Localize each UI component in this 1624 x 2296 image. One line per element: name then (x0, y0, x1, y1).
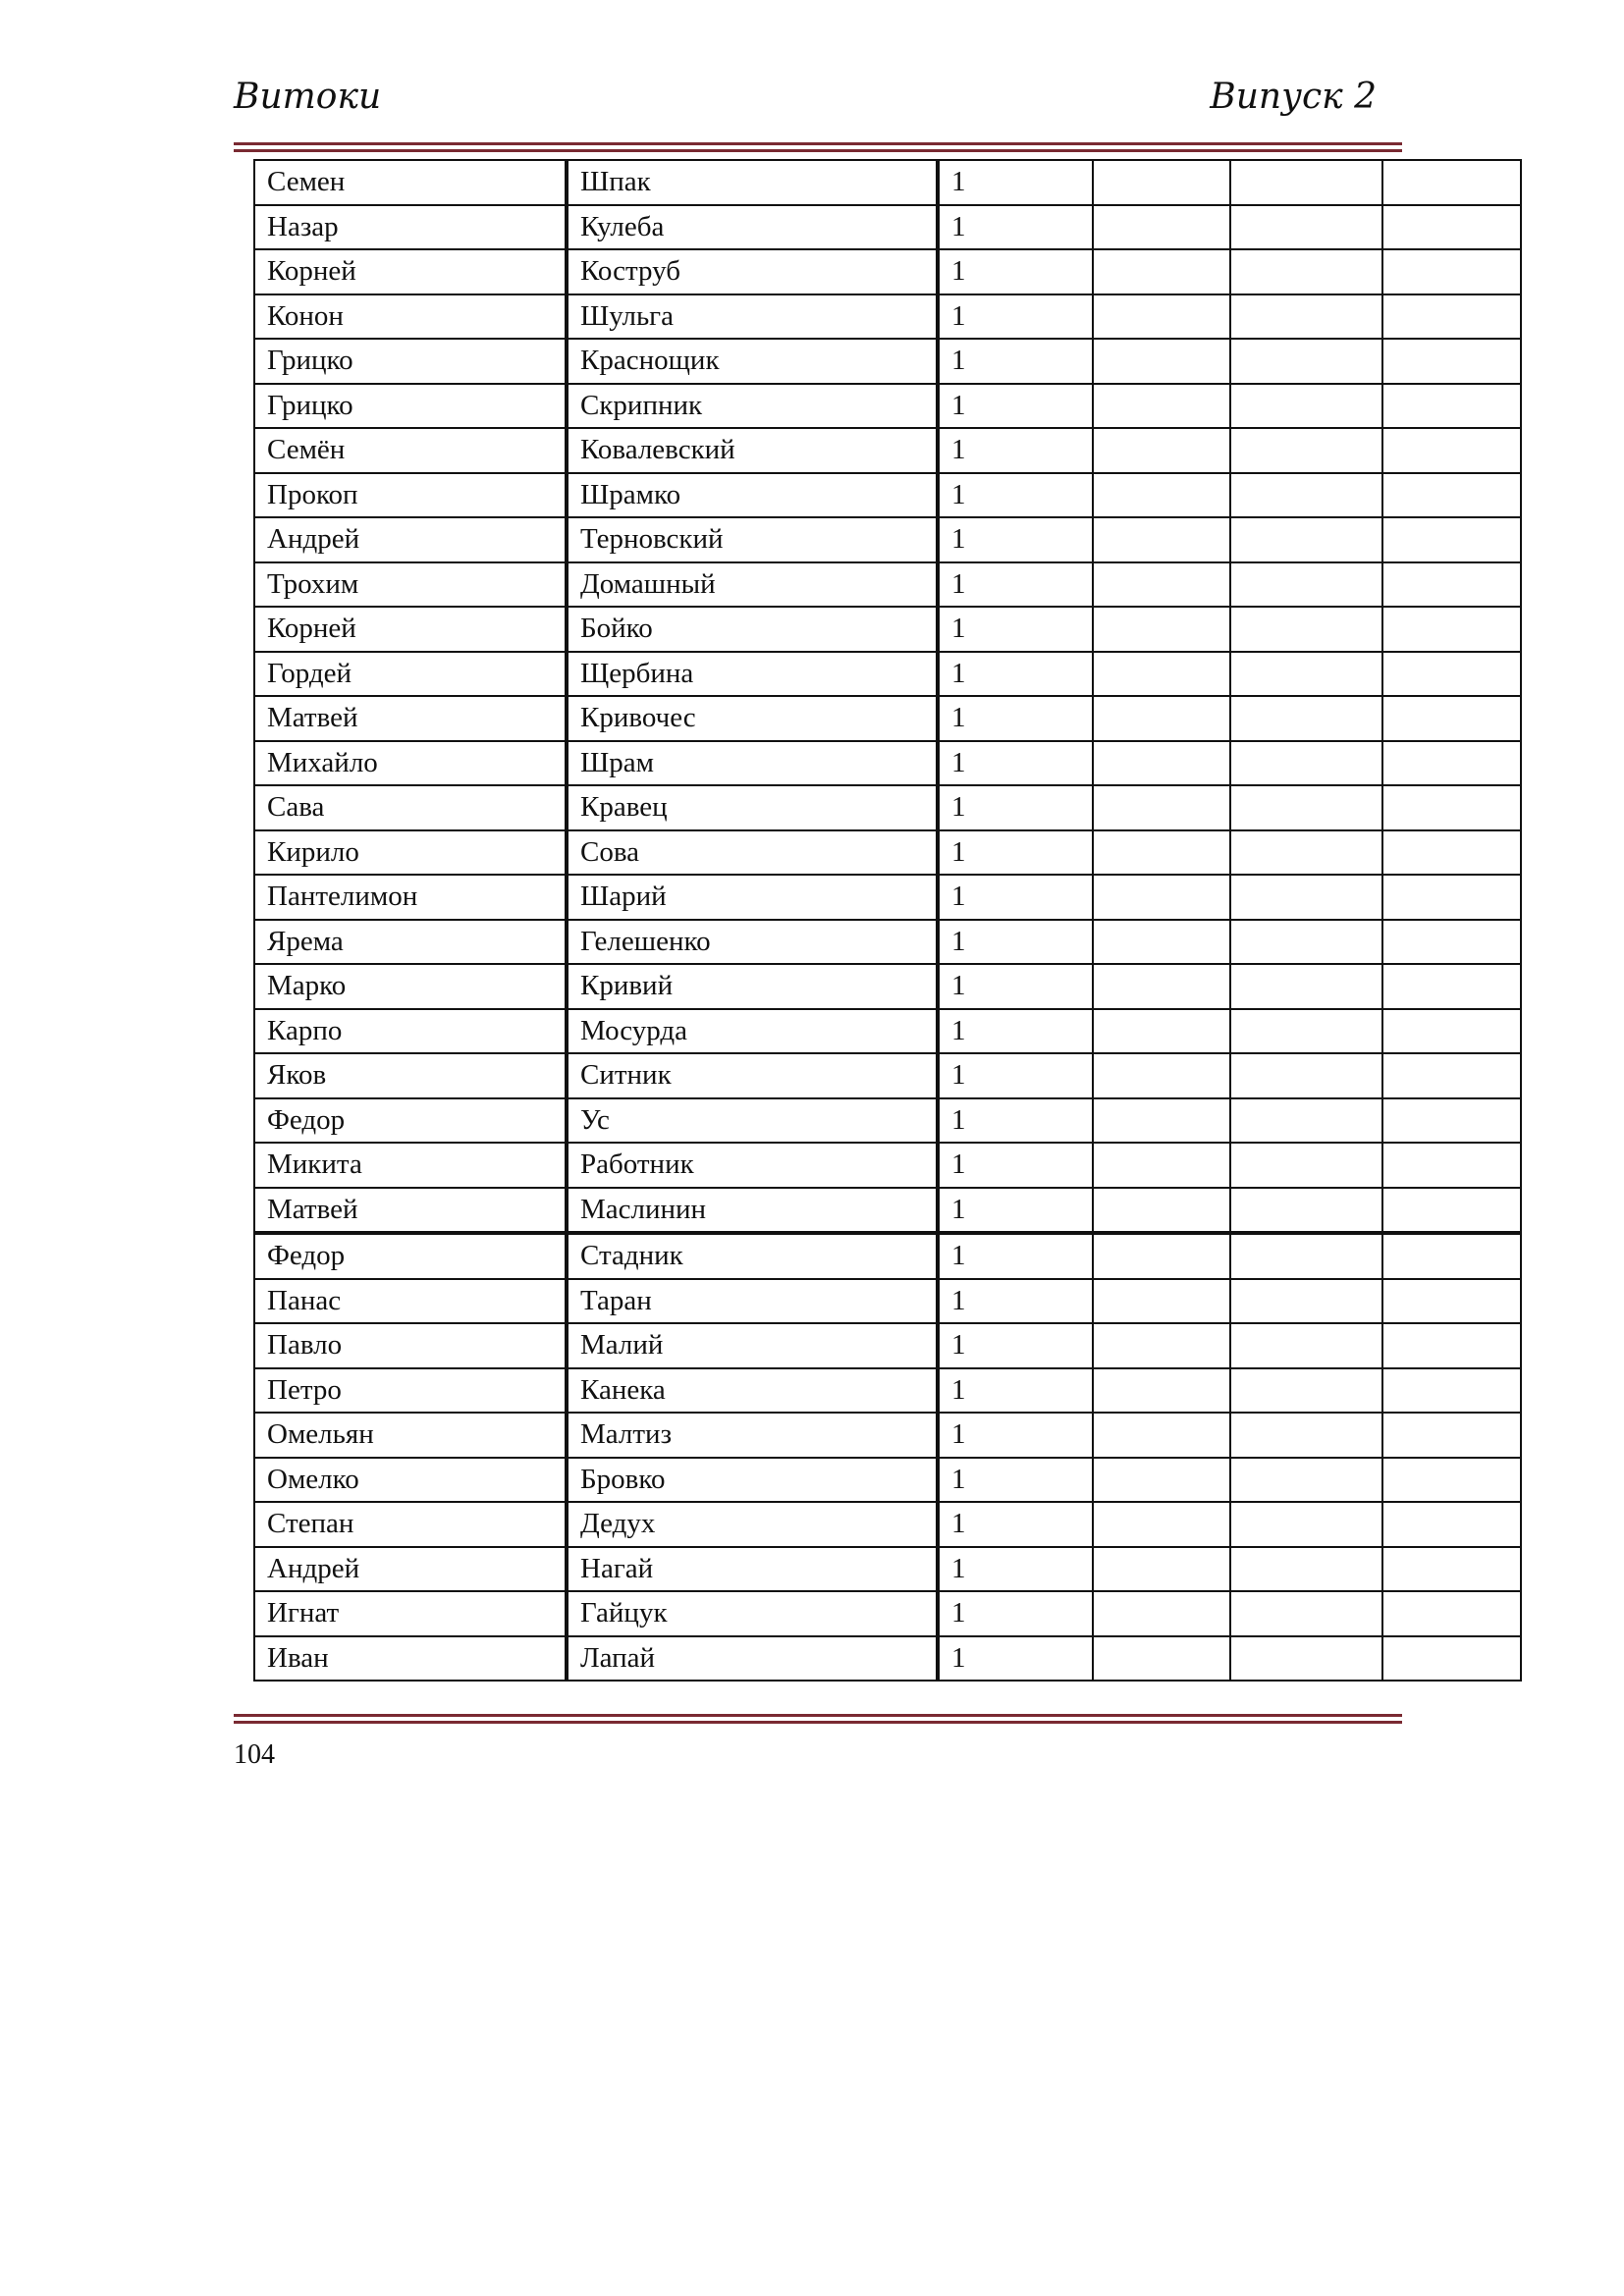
empty-cell (1093, 1591, 1230, 1636)
empty-cell (1093, 339, 1230, 384)
first-name-cell: Петро (254, 1368, 567, 1414)
surname-cell: Ситник (567, 1053, 938, 1098)
empty-cell (1093, 875, 1230, 920)
first-name-cell: Гордей (254, 652, 567, 697)
count-cell: 1 (938, 1547, 1093, 1592)
first-name-cell: Павло (254, 1323, 567, 1368)
table-row (254, 875, 1521, 920)
table-row (254, 830, 1521, 876)
empty-cell (1382, 1279, 1521, 1324)
empty-cell (1382, 1502, 1521, 1547)
empty-cell (1230, 249, 1382, 294)
table-row (254, 1591, 1521, 1636)
footer-rule (234, 1714, 1402, 1724)
empty-cell (1093, 830, 1230, 876)
first-name-cell: Семён (254, 428, 567, 473)
count-cell: 1 (938, 205, 1093, 250)
empty-cell (1382, 1323, 1521, 1368)
count-cell: 1 (938, 1591, 1093, 1636)
first-name-cell: Назар (254, 205, 567, 250)
first-name-cell: Марко (254, 964, 567, 1009)
table-row (254, 652, 1521, 697)
surname-cell: Шрам (567, 741, 938, 786)
table-row (254, 1502, 1521, 1547)
empty-cell (1382, 1009, 1521, 1054)
empty-cell (1230, 1458, 1382, 1503)
first-name-cell: Прокоп (254, 473, 567, 518)
table-row (254, 294, 1521, 340)
empty-cell (1382, 562, 1521, 608)
empty-cell (1230, 160, 1382, 205)
first-name-cell: Семен (254, 160, 567, 205)
empty-cell (1230, 964, 1382, 1009)
empty-cell (1093, 1547, 1230, 1592)
table-row (254, 1323, 1521, 1368)
empty-cell (1230, 830, 1382, 876)
count-cell: 1 (938, 1368, 1093, 1414)
empty-cell (1382, 205, 1521, 250)
empty-cell (1382, 741, 1521, 786)
empty-cell (1093, 607, 1230, 652)
empty-cell (1230, 1098, 1382, 1144)
first-name-cell: Омельян (254, 1413, 567, 1458)
first-name-cell: Матвей (254, 696, 567, 741)
empty-cell (1382, 920, 1521, 965)
empty-cell (1230, 920, 1382, 965)
empty-cell (1093, 428, 1230, 473)
surname-cell: Бровко (567, 1458, 938, 1503)
first-name-cell: Матвей (254, 1188, 567, 1234)
count-cell: 1 (938, 1009, 1093, 1054)
empty-cell (1230, 205, 1382, 250)
first-name-cell: Конон (254, 294, 567, 340)
empty-cell (1093, 1458, 1230, 1503)
first-name-cell: Грицко (254, 339, 567, 384)
first-name-cell: Кирило (254, 830, 567, 876)
surname-cell: Кулеба (567, 205, 938, 250)
surname-cell: Щербина (567, 652, 938, 697)
empty-cell (1093, 1098, 1230, 1144)
empty-cell (1382, 517, 1521, 562)
count-cell: 1 (938, 830, 1093, 876)
empty-cell (1230, 875, 1382, 920)
surname-cell: Домашный (567, 562, 938, 608)
table-row (254, 205, 1521, 250)
count-cell: 1 (938, 1098, 1093, 1144)
surname-cell: Гайцук (567, 1591, 938, 1636)
empty-cell (1230, 785, 1382, 830)
empty-cell (1093, 160, 1230, 205)
surname-cell: Ус (567, 1098, 938, 1144)
table-row (254, 562, 1521, 608)
empty-cell (1093, 1143, 1230, 1188)
empty-cell (1382, 830, 1521, 876)
count-cell: 1 (938, 160, 1093, 205)
table-row (254, 696, 1521, 741)
empty-cell (1382, 607, 1521, 652)
empty-cell (1382, 1636, 1521, 1682)
empty-cell (1230, 1053, 1382, 1098)
surname-cell: Таран (567, 1279, 938, 1324)
empty-cell (1382, 1547, 1521, 1592)
count-cell: 1 (938, 964, 1093, 1009)
count-cell: 1 (938, 384, 1093, 429)
empty-cell (1230, 562, 1382, 608)
first-name-cell: Омелко (254, 1458, 567, 1503)
empty-cell (1230, 384, 1382, 429)
empty-cell (1382, 1368, 1521, 1414)
empty-cell (1093, 1636, 1230, 1682)
empty-cell (1230, 1636, 1382, 1682)
table-row (254, 473, 1521, 518)
surname-cell: Канека (567, 1368, 938, 1414)
empty-cell (1093, 1233, 1230, 1279)
empty-cell (1382, 1143, 1521, 1188)
empty-cell (1382, 294, 1521, 340)
empty-cell (1093, 652, 1230, 697)
table-row (254, 1053, 1521, 1098)
empty-cell (1093, 696, 1230, 741)
first-name-cell: Микита (254, 1143, 567, 1188)
table-row (254, 1098, 1521, 1144)
surname-cell: Краснощик (567, 339, 938, 384)
table-row (254, 160, 1521, 205)
empty-cell (1382, 473, 1521, 518)
empty-cell (1093, 1413, 1230, 1458)
table-row (254, 1143, 1521, 1188)
empty-cell (1230, 1009, 1382, 1054)
table-row (254, 428, 1521, 473)
count-cell: 1 (938, 652, 1093, 697)
count-cell: 1 (938, 562, 1093, 608)
count-cell: 1 (938, 875, 1093, 920)
count-cell: 1 (938, 785, 1093, 830)
surname-cell: Шарий (567, 875, 938, 920)
surname-cell: Малий (567, 1323, 938, 1368)
empty-cell (1093, 1053, 1230, 1098)
empty-cell (1093, 785, 1230, 830)
first-name-cell: Игнат (254, 1591, 567, 1636)
first-name-cell: Карпо (254, 1009, 567, 1054)
empty-cell (1230, 741, 1382, 786)
empty-cell (1382, 785, 1521, 830)
empty-cell (1230, 1591, 1382, 1636)
table-row (254, 1458, 1521, 1503)
table-row (254, 1413, 1521, 1458)
empty-cell (1093, 384, 1230, 429)
empty-cell (1093, 249, 1230, 294)
surname-cell: Нагай (567, 1547, 938, 1592)
empty-cell (1382, 428, 1521, 473)
empty-cell (1093, 1279, 1230, 1324)
count-cell: 1 (938, 920, 1093, 965)
surname-cell: Стадник (567, 1233, 938, 1279)
empty-cell (1230, 696, 1382, 741)
count-cell: 1 (938, 607, 1093, 652)
surname-cell: Скрипник (567, 384, 938, 429)
table-row (254, 920, 1521, 965)
empty-cell (1382, 652, 1521, 697)
surname-cell: Дедух (567, 1502, 938, 1547)
table-row (254, 1636, 1521, 1682)
empty-cell (1093, 294, 1230, 340)
table-row (254, 1233, 1521, 1279)
empty-cell (1382, 1591, 1521, 1636)
empty-cell (1382, 160, 1521, 205)
table-row (254, 249, 1521, 294)
empty-cell (1230, 294, 1382, 340)
empty-cell (1093, 205, 1230, 250)
empty-cell (1093, 920, 1230, 965)
surname-cell: Лапай (567, 1636, 938, 1682)
empty-cell (1230, 339, 1382, 384)
count-cell: 1 (938, 1143, 1093, 1188)
table-row (254, 785, 1521, 830)
empty-cell (1230, 1502, 1382, 1547)
first-name-cell: Панас (254, 1279, 567, 1324)
first-name-cell: Степан (254, 1502, 567, 1547)
issue-label: Випуск 2 (1210, 77, 1377, 117)
table-row (254, 1188, 1521, 1234)
count-cell: 1 (938, 1188, 1093, 1234)
count-cell: 1 (938, 1279, 1093, 1324)
empty-cell (1382, 1233, 1521, 1279)
first-name-cell: Грицко (254, 384, 567, 429)
empty-cell (1093, 473, 1230, 518)
surname-cell: Терновский (567, 517, 938, 562)
count-cell: 1 (938, 249, 1093, 294)
surname-cell: Маслинин (567, 1188, 938, 1234)
empty-cell (1382, 384, 1521, 429)
surname-cell: Шпак (567, 160, 938, 205)
table-row (254, 339, 1521, 384)
count-cell: 1 (938, 1636, 1093, 1682)
count-cell: 1 (938, 1458, 1093, 1503)
first-name-cell: Пантелимон (254, 875, 567, 920)
surname-cell: Кривий (567, 964, 938, 1009)
surname-cell: Кривочес (567, 696, 938, 741)
header-rule (234, 142, 1402, 152)
table-row (254, 384, 1521, 429)
first-name-cell: Федор (254, 1098, 567, 1144)
journal-title: Витоки (234, 77, 382, 117)
first-name-cell: Федор (254, 1233, 567, 1279)
surname-cell: Коструб (567, 249, 938, 294)
count-cell: 1 (938, 1053, 1093, 1098)
table-row (254, 741, 1521, 786)
empty-cell (1382, 1413, 1521, 1458)
empty-cell (1382, 1188, 1521, 1234)
count-cell: 1 (938, 1502, 1093, 1547)
empty-cell (1230, 1233, 1382, 1279)
empty-cell (1230, 517, 1382, 562)
empty-cell (1093, 964, 1230, 1009)
empty-cell (1093, 741, 1230, 786)
empty-cell (1382, 875, 1521, 920)
empty-cell (1230, 1188, 1382, 1234)
table-row (254, 1368, 1521, 1414)
empty-cell (1382, 1053, 1521, 1098)
surname-cell: Бойко (567, 607, 938, 652)
surname-cell: Малтиз (567, 1413, 938, 1458)
count-cell: 1 (938, 1233, 1093, 1279)
empty-cell (1230, 428, 1382, 473)
register-table-body (254, 160, 1521, 1681)
count-cell: 1 (938, 696, 1093, 741)
count-cell: 1 (938, 473, 1093, 518)
surname-cell: Ковалевский (567, 428, 938, 473)
page-number: 104 (234, 1739, 275, 1770)
empty-cell (1382, 1458, 1521, 1503)
surname-cell: Работник (567, 1143, 938, 1188)
first-name-cell: Иван (254, 1636, 567, 1682)
empty-cell (1230, 652, 1382, 697)
first-name-cell: Андрей (254, 517, 567, 562)
empty-cell (1230, 607, 1382, 652)
empty-cell (1230, 1143, 1382, 1188)
empty-cell (1093, 1502, 1230, 1547)
empty-cell (1093, 1323, 1230, 1368)
empty-cell (1093, 1009, 1230, 1054)
first-name-cell: Михайло (254, 741, 567, 786)
empty-cell (1093, 517, 1230, 562)
count-cell: 1 (938, 1413, 1093, 1458)
empty-cell (1382, 696, 1521, 741)
empty-cell (1230, 1323, 1382, 1368)
first-name-cell: Андрей (254, 1547, 567, 1592)
empty-cell (1093, 562, 1230, 608)
count-cell: 1 (938, 428, 1093, 473)
table-row (254, 964, 1521, 1009)
empty-cell (1230, 473, 1382, 518)
first-name-cell: Яков (254, 1053, 567, 1098)
empty-cell (1382, 1098, 1521, 1144)
empty-cell (1230, 1279, 1382, 1324)
surname-cell: Гелешенко (567, 920, 938, 965)
count-cell: 1 (938, 339, 1093, 384)
empty-cell (1230, 1413, 1382, 1458)
empty-cell (1382, 964, 1521, 1009)
first-name-cell: Трохим (254, 562, 567, 608)
surname-cell: Кравец (567, 785, 938, 830)
count-cell: 1 (938, 294, 1093, 340)
register-table (253, 159, 1522, 1682)
surname-cell: Сова (567, 830, 938, 876)
first-name-cell: Сава (254, 785, 567, 830)
first-name-cell: Корней (254, 249, 567, 294)
surname-cell: Шрамко (567, 473, 938, 518)
empty-cell (1230, 1547, 1382, 1592)
empty-cell (1382, 339, 1521, 384)
empty-cell (1093, 1368, 1230, 1414)
table-row (254, 517, 1521, 562)
surname-cell: Шульга (567, 294, 938, 340)
first-name-cell: Ярема (254, 920, 567, 965)
table-row (254, 607, 1521, 652)
table-row (254, 1009, 1521, 1054)
empty-cell (1382, 249, 1521, 294)
count-cell: 1 (938, 741, 1093, 786)
table-row (254, 1547, 1521, 1592)
table-row (254, 1279, 1521, 1324)
count-cell: 1 (938, 1323, 1093, 1368)
first-name-cell: Корней (254, 607, 567, 652)
surname-cell: Мосурда (567, 1009, 938, 1054)
count-cell: 1 (938, 517, 1093, 562)
empty-cell (1093, 1188, 1230, 1234)
empty-cell (1230, 1368, 1382, 1414)
